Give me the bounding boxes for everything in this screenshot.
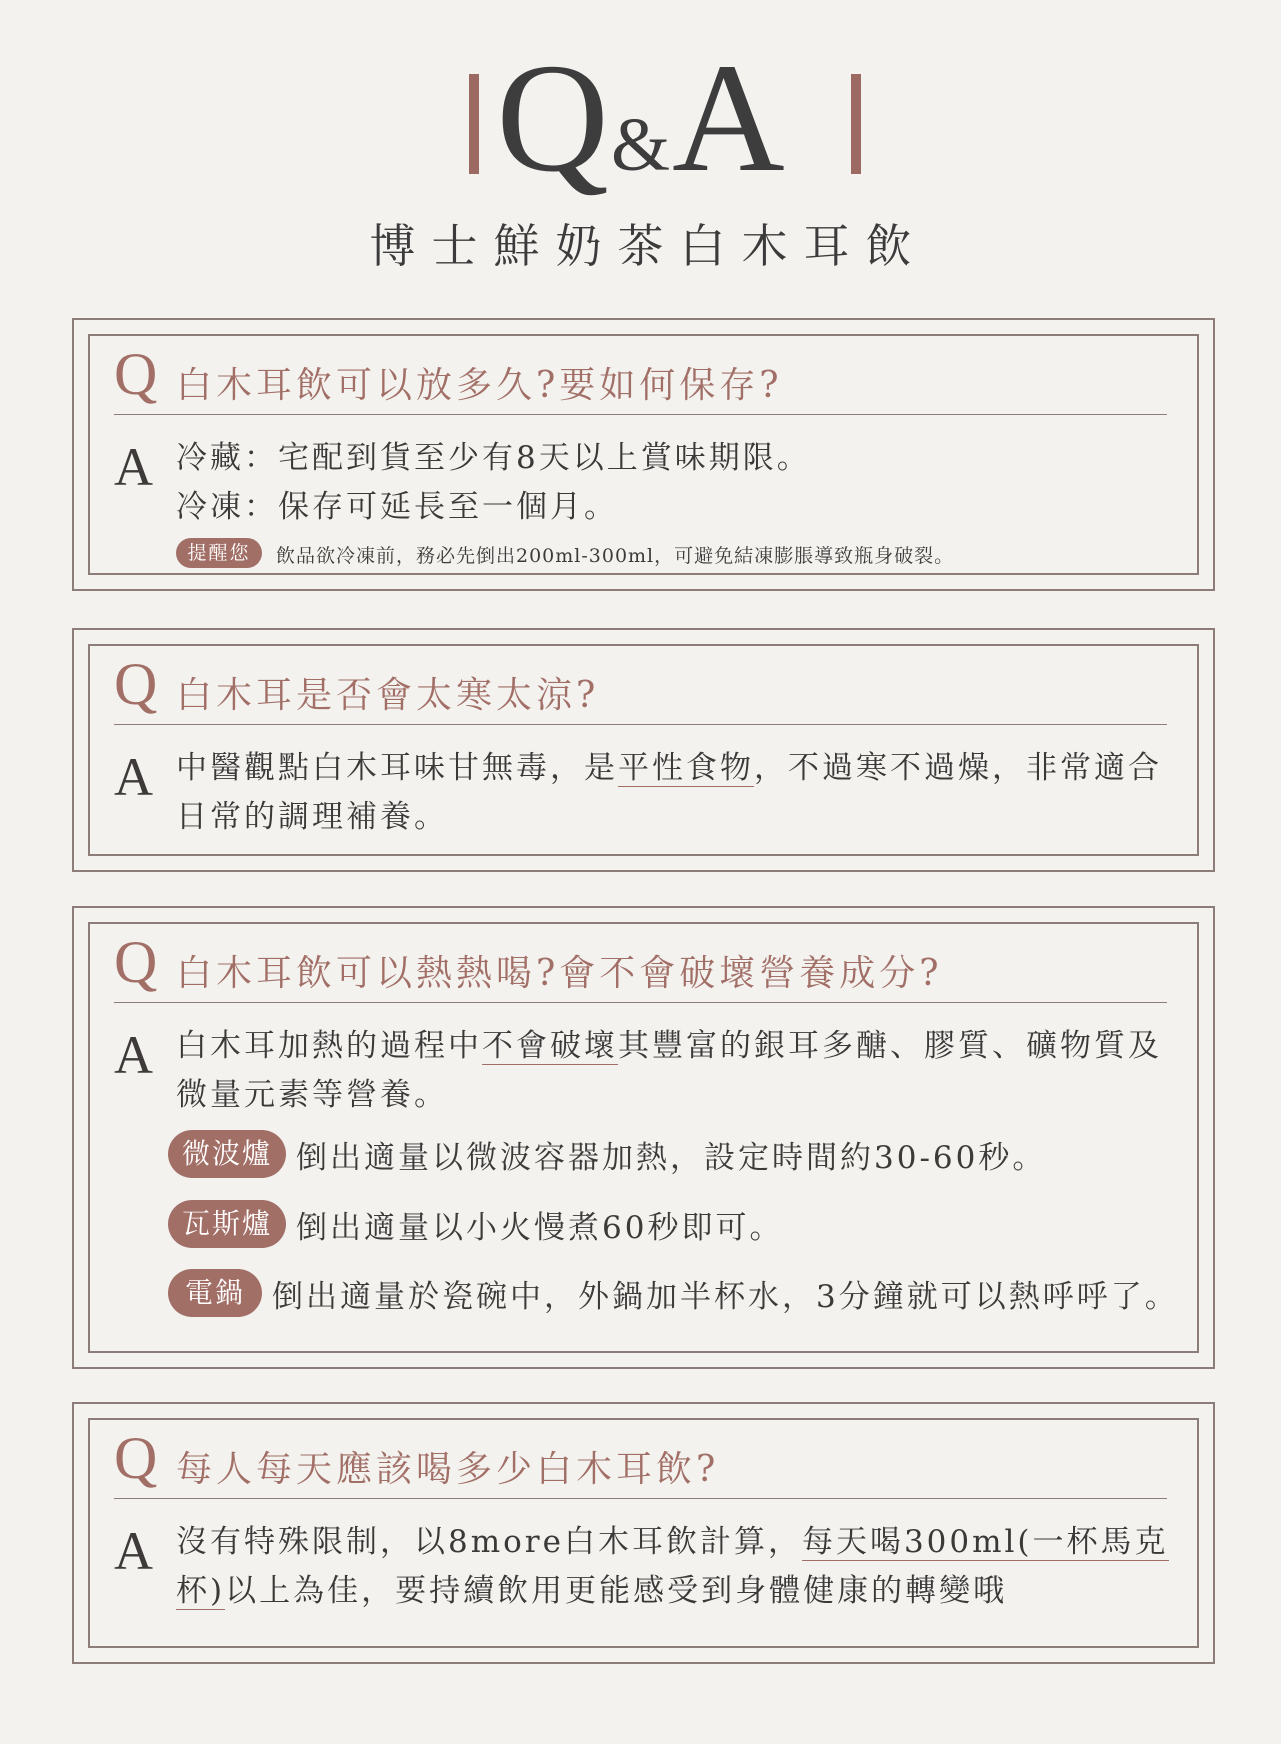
question-mark: Q — [114, 929, 158, 995]
question-mark: Q — [114, 341, 158, 407]
question-text: 白木耳是否會太寒太涼? — [176, 675, 600, 716]
rice-cooker-tag: 電鍋 — [168, 1269, 262, 1317]
logo-amp: & — [610, 103, 671, 187]
answer-line: 冷凍：保存可延長至一個月。 — [176, 489, 618, 525]
answer-line: 日常的調理補養。 — [176, 799, 448, 835]
answer-segment: 沒有特殊限制，以8more白木耳飲計算， — [176, 1524, 802, 1560]
answer-segment: 其豐富的銀耳多醣、膠質、礦物質及 — [618, 1028, 1162, 1064]
microwave-tag: 微波爐 — [168, 1130, 286, 1178]
logo-q: Q — [496, 31, 609, 204]
answer-mark: A — [114, 1521, 153, 1581]
question-mark: Q — [114, 651, 158, 717]
question-mark: Q — [114, 1425, 158, 1491]
qa-card-heating — [72, 906, 1215, 1369]
answer-text — [176, 434, 1179, 532]
answer-text — [176, 1518, 1179, 1616]
question-text: 白木耳飲可以熱熱喝?會不會破壞營養成分? — [176, 953, 943, 994]
rice-cooker-text: 倒出適量於瓷碗中，外鍋加半杯水，3分鐘就可以熱呼呼了。 — [272, 1278, 1179, 1315]
qa-card-inner — [88, 922, 1199, 1353]
answer-text — [176, 744, 1179, 842]
answer-line — [176, 1567, 1179, 1616]
answer-line — [176, 1518, 1179, 1567]
qa-logo — [0, 31, 1281, 204]
answer-mark: A — [114, 1025, 153, 1085]
answer-line: 冷藏：宅配到貨至少有8天以上賞味期限。 — [176, 440, 811, 476]
answer-highlight: 平性食物 — [618, 750, 754, 786]
qa-card-cold-nature — [72, 628, 1215, 872]
answer-segment: 中醫觀點白木耳味甘無毒，是 — [176, 750, 618, 786]
answer-mark: A — [114, 437, 153, 497]
answer-line: 微量元素等營養。 — [176, 1077, 448, 1113]
question-text: 白木耳飲可以放多久?要如何保存? — [176, 365, 783, 406]
microwave-text: 倒出適量以微波容器加熱，設定時間約30-60秒。 — [296, 1139, 1047, 1176]
qa-card-storage — [72, 318, 1215, 591]
page-subtitle: 博士鮮奶茶白木耳飲 — [369, 219, 928, 273]
question-row — [114, 341, 1167, 415]
answer-segment: ，不過寒不過燥，非常適合 — [754, 750, 1162, 786]
question-row — [114, 929, 1167, 1003]
answer-text — [176, 1022, 1179, 1120]
answer-segment: 白木耳加熱的過程中 — [176, 1028, 482, 1064]
question-row — [114, 651, 1167, 725]
logo-a: A — [672, 31, 785, 204]
qa-card-inner — [88, 644, 1199, 856]
answer-highlight: 每天喝300ml(一杯馬克 — [801, 1524, 1169, 1560]
answer-highlight: 不會破壞 — [482, 1028, 618, 1064]
qa-card-inner — [88, 1418, 1199, 1648]
qa-card-daily-amount — [72, 1402, 1215, 1664]
answer-mark: A — [114, 747, 153, 807]
answer-segment: 以上為佳，要持續飲用更能感受到身體健康的轉變哦 — [225, 1573, 1008, 1609]
answer-highlight: 杯) — [176, 1573, 226, 1609]
question-text: 每人每天應該喝多少白木耳飲? — [176, 1449, 720, 1490]
header — [0, 0, 1281, 290]
reminder-text: 飲品欲冷凍前，務必先倒出200ml-300ml，可避免結凍膨脹導致瓶身破裂。 — [276, 545, 955, 567]
method-gas-stove — [168, 1200, 783, 1248]
qa-card-inner — [88, 334, 1199, 575]
gas-stove-tag: 瓦斯爐 — [168, 1200, 286, 1248]
answer-line — [176, 744, 1179, 793]
reminder-tag: 提醒您 — [176, 538, 262, 568]
method-rice-cooker — [168, 1269, 1179, 1317]
method-microwave — [168, 1130, 1046, 1178]
gas-stove-text: 倒出適量以小火慢煮60秒即可。 — [296, 1209, 784, 1246]
reminder-note — [176, 538, 954, 568]
answer-line — [176, 1022, 1179, 1071]
question-row — [114, 1425, 1167, 1499]
